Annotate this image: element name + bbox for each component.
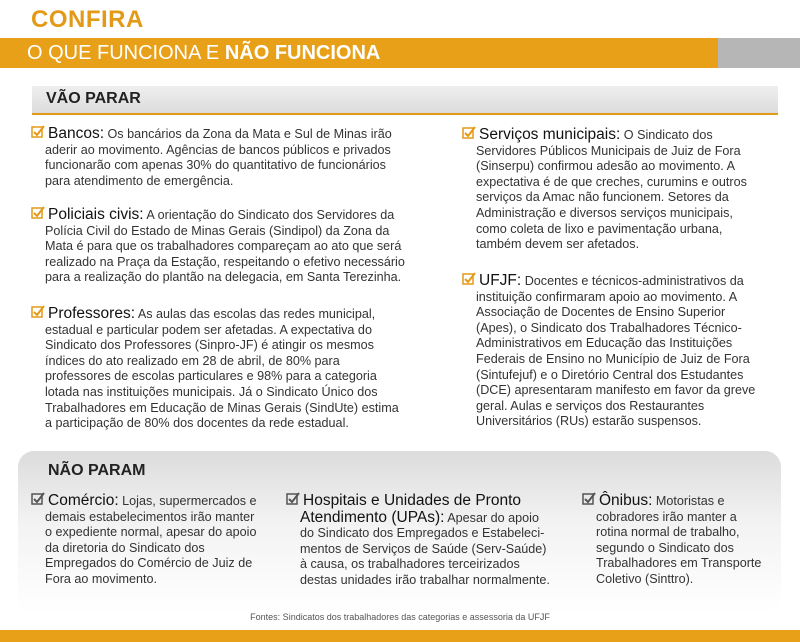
list-item-bancos bbox=[31, 125, 431, 189]
item-line: Trabalhadores em Transporte bbox=[596, 556, 762, 571]
item-line: mentos de Serviços de Saúde (Serv-Saúde) bbox=[300, 541, 547, 556]
item-line: realizado na Praça da Estação, respeitando o efetivo necessário bbox=[45, 254, 405, 269]
item-head: UFJF: bbox=[479, 272, 522, 289]
item-line: serviços da Amac não funcionem. Setores da bbox=[476, 190, 729, 205]
item-line: cobradores irão manter a bbox=[596, 509, 737, 524]
item-line: à causa, os trabalhadores terceirizados bbox=[300, 557, 520, 572]
check-box-icon bbox=[31, 206, 45, 220]
item-line: expectativa é de que creches, curumins e outros bbox=[476, 174, 747, 189]
headline-part1: O QUE FUNCIONA E bbox=[27, 42, 225, 64]
kicker-title: CONFIRA bbox=[31, 6, 144, 33]
item-line: da diretoria do Sindicato dos bbox=[45, 540, 205, 555]
item-line: do Sindicato dos Empregados e Estabeleci- bbox=[300, 526, 545, 541]
item-line: para atendimento de emergência. bbox=[45, 173, 234, 188]
item-line: lotada nas instituições municipais. Já o Sindicato Único dos bbox=[45, 384, 378, 399]
item-line: Servidores Públicos Municipais de Juiz de Fora bbox=[476, 143, 741, 158]
item-head: Comércio: bbox=[48, 492, 119, 509]
item-line: Lojas, supermercados e bbox=[122, 494, 257, 508]
item-line: (Sinserpu) confirmou adesão ao movimento. A bbox=[476, 159, 736, 174]
check-box-icon bbox=[582, 492, 596, 506]
banner-gray-band bbox=[718, 38, 800, 68]
item-head: Professores: bbox=[48, 305, 136, 322]
item-line: como coleta de lixo e pavimentação urbana, bbox=[476, 221, 723, 236]
item-line: Associação de Docentes de Ensino Superior bbox=[476, 305, 726, 320]
item-line: instituição confirmaram apoio ao movimento. A bbox=[476, 289, 738, 304]
headline-part2: NÃO FUNCIONA bbox=[224, 42, 381, 64]
item-line: Administrativos em Educação das Instituições bbox=[476, 336, 733, 351]
item-line: Polícia Civil do Estado de Minas Gerais (Sindipol) da Zona da bbox=[45, 223, 390, 238]
item-line: destas unidades irão trabalhar normalmente. bbox=[300, 572, 550, 587]
item-line: Os bancários da Zona da Mata e Sul de Minas irão bbox=[107, 127, 392, 141]
item-head: Hospitais e Unidades de Pronto bbox=[303, 492, 521, 509]
item-head: Bancos: bbox=[48, 125, 105, 142]
item-line: a participação de 80% dos docentes da rede estadual. bbox=[45, 416, 349, 431]
item-line: (Apes), o Sindicato dos Trabalhadores Técnico- bbox=[476, 320, 742, 335]
item-line: Motoristas e bbox=[655, 494, 725, 508]
item-line: índices do ato realizado em 28 de abril, de 80% para bbox=[45, 353, 340, 368]
list-item-comercio bbox=[31, 492, 276, 588]
item-line: Coletivo (Sinttro). bbox=[596, 571, 694, 586]
item-line: para a realização do plantão na delegacia, em Santa Terezinha. bbox=[45, 270, 402, 285]
item-line: O Sindicato dos bbox=[623, 128, 713, 142]
item-line: Trabalhadores em Educação de Minas Gerais (SindUte) estima bbox=[45, 400, 399, 415]
item-line: funcionarão com apenas 30% do quantitativo de funcionários bbox=[45, 158, 386, 173]
item-line: geral. Aulas e serviços dos Restaurantes bbox=[476, 398, 705, 413]
item-line: rotina normal de trabalho, bbox=[596, 525, 740, 540]
sources-footnote: Fontes: Sindicatos dos trabalhadores das categorias e assessoria da UFJF bbox=[250, 612, 550, 622]
item-line: Docentes e técnicos-administrativos da bbox=[524, 274, 744, 288]
bottom-accent-bar bbox=[0, 630, 800, 642]
check-box-icon bbox=[286, 492, 300, 506]
list-item-onibus bbox=[582, 492, 782, 588]
list-item-professores bbox=[31, 305, 431, 432]
item-line: Universitários (RUs) estarão suspensos. bbox=[476, 414, 702, 429]
list-item-servicos-municipais bbox=[462, 126, 782, 253]
item-line: Fora ao movimento. bbox=[45, 571, 157, 586]
list-item-ufjf bbox=[462, 272, 782, 430]
check-box-icon bbox=[31, 492, 45, 506]
item-line: Empregados do Comércio de Juiz de bbox=[45, 556, 253, 571]
item-line: também devem ser afetados. bbox=[476, 237, 640, 252]
item-head: Serviços municipais: bbox=[479, 126, 621, 143]
item-head-cont: Atendimento (UPAs): bbox=[300, 508, 445, 526]
section-vao-parar bbox=[32, 86, 778, 115]
item-line: Sindicato dos Professores (Sinpro-JF) é atingir os mesmos bbox=[45, 338, 374, 353]
item-line: o expediente normal, apesar do apoio bbox=[45, 525, 257, 540]
check-box-icon bbox=[462, 126, 476, 140]
list-item-policiais bbox=[31, 206, 431, 286]
item-line: aderir ao movimento. Agências de bancos públicos e privados bbox=[45, 142, 391, 157]
item-line: A orientação do Sindicato dos Servidores da bbox=[146, 208, 395, 222]
item-line: Mata é para que os trabalhadores compareçam ao ato que será bbox=[45, 239, 402, 254]
section-title: NÃO PARAM bbox=[48, 462, 146, 479]
item-head: Ônibus: bbox=[599, 492, 653, 509]
item-line: segundo o Sindicato dos bbox=[596, 540, 734, 555]
item-line: (Sintufejuf) e o Diretório Central dos Estudantes bbox=[476, 367, 744, 382]
check-box-icon bbox=[31, 305, 45, 319]
check-box-icon bbox=[462, 272, 476, 286]
item-line: (DCE) apresentaram manifesto em favor da greve bbox=[476, 383, 756, 398]
list-item-hospitais bbox=[286, 492, 571, 589]
item-line: Administração e diversos serviços municipais, bbox=[476, 205, 733, 220]
item-line: estadual e particular podem ser afetadas. A expectativa do bbox=[45, 322, 372, 337]
item-line: Federais de Ensino no Município de Juiz de Fora bbox=[476, 351, 750, 366]
item-line: As aulas das escolas das redes municipal, bbox=[137, 307, 376, 321]
item-line: professores de escolas particulares e 98% para a categoria bbox=[45, 369, 377, 384]
section-title: VÃO PARAR bbox=[46, 90, 141, 107]
headline bbox=[27, 42, 380, 65]
check-box-icon bbox=[31, 125, 45, 139]
item-line: demais estabelecimentos irão manter bbox=[45, 509, 255, 524]
item-head: Policiais civis: bbox=[48, 206, 144, 223]
headline-banner bbox=[0, 38, 800, 68]
item-line: Apesar do apoio bbox=[447, 510, 539, 525]
